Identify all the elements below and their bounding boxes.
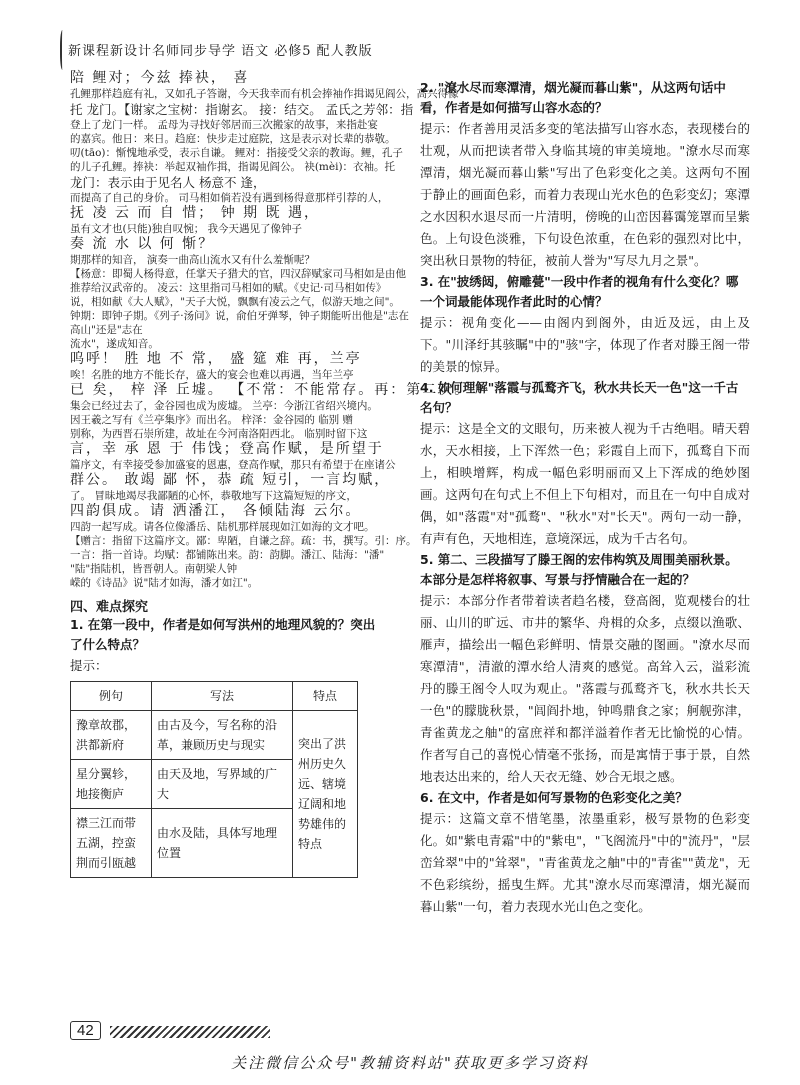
answer-hint: 提示：本部分作者带着读者趋名楼，登高阁，览观楼台的壮丽、山川的旷远、市井的繁华、舟楫的众多，点缀以渔歌、雁声，描绘出一幅色彩鲜明、情景交融的图画。"潦水尽而寒潭清"，清澈的潭水给人清爽的感觉。高耸入云，溢彩流丹的滕王阁令人叹为观止。"落霞与孤鹜齐飞，秋水共长天一色"的朦胧秋景，"闾阎扑地，钟鸣鼎食之家；舸舰弥津，青雀黄龙之舳"的富庶祥和都洋溢着作者无比愉悦的心情。作者写自己的喜悦心情毫不张扬，而是寓情于事于景，自然地表达出来的，给人天衣无缝、妙合无垠之感。: [420, 593, 750, 784]
answer-hint: 提示：视角变化——由阁内到阁外，由近及远，由上及下。"川泽纡其骇瞩"中的"骇"字，体现了作者对滕王阁一带的美景的惊异。: [420, 315, 750, 374]
text-line: 的儿子孔鲤。捧袂：举起双袖作揖，指谒见阎公。 袂(mèi)：衣袖。托: [70, 161, 396, 173]
text-line: 别称，为西晋石崇所建，故址在今河南洛阳西北。 临别时留下这: [70, 428, 368, 440]
text-line: 高山"还是"志在: [70, 324, 143, 336]
text-line: 四韵一起写成。请各位像潘岳、陆机那样展现如江如海的文才吧。: [70, 521, 375, 533]
text-line: 托 龙门。【谢家之宝树：指谢玄。 接：结交。 孟氏之芳邻：指: [70, 102, 414, 117]
header-decoration: [60, 30, 66, 70]
text-line: 陪 鲤对；今兹 捧袂， 喜: [70, 70, 250, 86]
table-header: 特点: [293, 682, 358, 711]
text-line: 了。 冒昧地竭尽我鄙陋的心怀，恭敬地写下这篇短短的序文，: [70, 490, 357, 502]
text-line: 四韵俱成。请 洒潘江， 各倾陆海 云尔。: [70, 503, 362, 519]
text-line: 推荐给汉武帝的。 凌云：这里指司马相如的赋。《史记·司马相如传》: [70, 282, 387, 294]
page-number: 42: [70, 1021, 101, 1040]
table-cell: 星分翼轸，地接衡庐: [71, 760, 152, 809]
text-line: 一言：指一首诗。均赋：都铺陈出来。韵：韵脚。潘江、陆海："潘": [70, 549, 385, 561]
table-header: 例句: [71, 682, 152, 711]
text-line: 流水"，遂成知音。: [70, 338, 159, 350]
right-column: [420, 78, 750, 918]
table-cell: 襟三江而带五湖，控蛮荆而引瓯越: [71, 809, 152, 878]
table-cell: 豫章故郡，洪都新府: [71, 711, 152, 760]
text-line: 唉！名胜的地方不能长存，盛大的宴会也难以再遇，当年兰亭: [70, 369, 354, 381]
text-line: 而提高了自己的身价。 司马相如倘若没有遇到杨得意那样引荐的人，: [70, 192, 389, 204]
text-line: "陆"指陆机，皆晋朝人。南朝梁人钟: [70, 563, 238, 575]
table-cell: 由古及今，写名称的沿革，兼顾历史与现实: [152, 711, 293, 760]
table-cell: 由天及地，写界域的广大: [152, 760, 293, 809]
text-line: 因王羲之写有《兰亭集序》而出名。 梓泽：金谷园的 临别 赠: [70, 414, 354, 426]
table-feature-cell: 突出了洪州历史久远、辖境辽阔和地势雄伟的特点: [293, 711, 358, 878]
table-header: 写法: [152, 682, 293, 711]
text-line: 的嘉宾。他日：来日。趋庭：快步走过庭院，这是表示对长辈的恭敬。: [70, 133, 396, 145]
analysis-table: [70, 681, 358, 878]
question-1: 1. 在第一段中，作者是如何写洪州的地理风貌的？突出了什么特点？: [70, 617, 376, 652]
page-header: 新课程新设计名师同步导学 语文 必修5 配人教版: [68, 44, 373, 59]
text-line: 嵘的《诗品》说"陆才如海，潘才如江"。: [70, 577, 259, 589]
annotated-text: [70, 70, 471, 590]
text-line: 言，幸 承 恩 于 伟饯；登高作赋，是所望于: [70, 441, 384, 457]
text-line: 龙门：表示由于见名人 杨意不 逢，: [70, 175, 266, 190]
text-line: 【杨意：即蜀人杨得意，任掌天子猎犬的官，四汉辞赋家司马相如是由他: [70, 268, 406, 280]
text-line: 钟期：即钟子期。《列子·汤问》说，俞伯牙弹琴，钟子期能听出他是"志在: [70, 310, 409, 322]
text-line: 呜呼！ 胜 地 不 常， 盛 筵 难 再，兰亭: [70, 351, 362, 367]
text-line: 奏 流 水 以 何 惭？: [70, 236, 215, 252]
answer-hint: 提示：这篇文章不惜笔墨，浓墨重彩，极写景物的色彩变化。如"紫电青霜"中的"紫电"，"飞阁流丹"中的"流丹"，"层峦耸翠"中的"耸翠"，"青雀黄龙之舳"中的"青雀""黄龙"，无不色彩缤纷，摇曳生辉。尤其"潦水尽而寒潭清，烟光凝而暮山紫"一句，着力表现水光山色之变化。: [420, 811, 750, 914]
text-line: 抚 凌 云 而 自 惜； 钟 期 既 遇，: [70, 205, 321, 221]
text-line: 登上了龙门一样。 孟母为寻找好邻居而三次搬家的故事，来指赴宴: [70, 119, 378, 131]
left-column: [70, 70, 471, 878]
decorative-dots: [110, 1026, 270, 1038]
text-line: 【赠言：指留下这篇序文。鄙：卑陋，自谦之辞。疏：书，撰写。引：序。: [70, 535, 417, 547]
text-line: 叨(tāo)：惭愧地承受，表示自谦。 鲤对：指接受父亲的教诲。鲤，孔子: [70, 147, 403, 159]
text-line: 已 矣， 梓 泽 丘墟。 【不常：不能常存。再：第二次。: [70, 382, 471, 398]
table-cell: 由水及陆，具体写地理位置: [152, 809, 293, 878]
question: 4. 如何理解"落霞与孤鹜齐飞，秋水共长天一色"这一千古名句？: [420, 380, 739, 415]
text-line: 说，相如献《大人赋》，"天子大悦，飘飘有凌云之气，似游天地之间"。: [70, 296, 400, 308]
answer-hint: 提示：作者善用灵活多变的笔法描写山容水态，表现楼台的壮观，从而把读者带入身临其境的审美境地。"潦水尽而寒潭清，烟光凝而暮山紫"写出了色彩变化之美。这两句不囿于静止的画面色彩，而着力表现山光水色的色彩变幻；寒潭之水因积水退尽而一片清明，傍晚的山峦因暮霭笼罩而呈紫色。上句设色淡雅，下句设色浓重，在色彩的强烈对比中，突出秋日景物的特征，被前人誉为"写尽九月之景"。: [420, 121, 750, 268]
section-title: 四、难点探究: [70, 600, 149, 615]
text-line: 群公。 敢竭 鄙 怀，恭 疏 短引，一言均赋，: [70, 472, 391, 488]
question: 2. "潦水尽而寒潭清，烟光凝而暮山紫"，从这两句话中看，作者是如何描写山容水态的？: [420, 80, 726, 115]
question: 5. 第二、三段描写了滕王阁的宏伟构筑及周围美丽秋景。本部分是怎样将叙事、写景与抒情融合在一起的？: [420, 552, 738, 587]
question: 3. 在"披绣闼，俯雕甍"一段中作者的视角有什么变化？哪一个词最能体现作者此时的心情？: [420, 274, 739, 309]
answer-hint: 提示：这是全文的文眼句，历来被人视为千古绝唱。晴天碧水，天水相接，上下浑然一色；彩霞自上而下，孤鹜自下而上，相映增辉，构成一幅色彩明丽而又上下浑成的绝妙图画。这两句在句式上不但上下句相对，而且在一句中自成对偶，如"落霞"对"孤鹜"、"秋水"对"长天"。两句一动一静，有声有色，天地相连，意境深远，成为千古名句。: [420, 421, 750, 546]
text-line: 集会已经过去了，金谷园也成为废墟。 兰亭：今浙江省绍兴境内。: [70, 400, 378, 412]
text-line: 孔鲤那样趋庭有礼，又如孔子答谢，今天我幸而有机会捧袖作揖谒见阎公，高兴得像: [70, 88, 459, 100]
question-1-hint: 提示：: [70, 658, 108, 673]
question: 6. 在文中，作者是如何写景物的色彩变化之美？: [420, 790, 688, 805]
text-line: 期那样的知音， 演奏一曲高山流水又有什么羞惭呢？: [70, 254, 315, 266]
footer-note: 关注微信公众号"教辅资料站"获取更多学习资料: [231, 1054, 589, 1072]
text-line: 篇序文，有幸接受参加盛宴的恩惠，登高作赋，那只有希望于在座诸公: [70, 459, 396, 471]
text-line: 虽有文才也(只能)独自叹惋； 我今天遇见了像钟子: [70, 223, 303, 235]
